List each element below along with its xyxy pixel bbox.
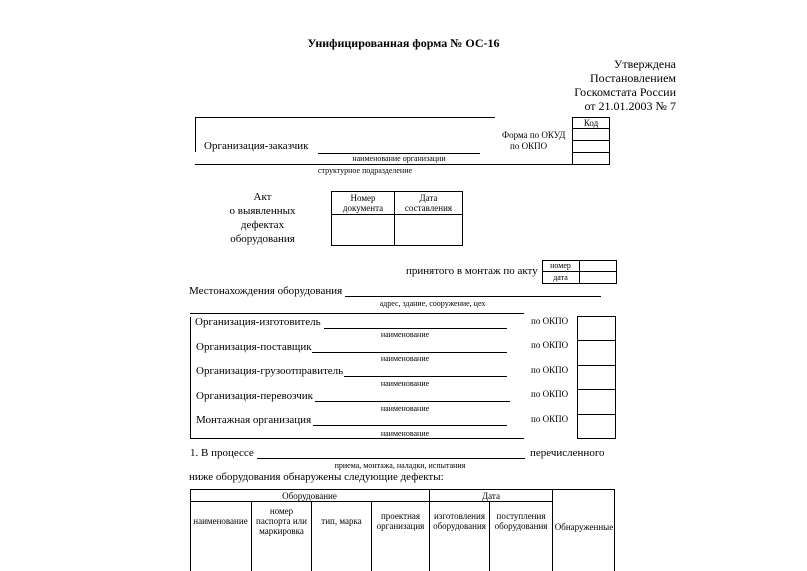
group-date-header: Дата (482, 490, 500, 501)
process-line2: ниже оборудования обнаружены следующие дефекты: (189, 471, 444, 483)
org-supplier-hint: наименование (380, 354, 430, 363)
group-equipment-header: Оборудование (282, 490, 337, 501)
org-installer-label: Монтажная организация (196, 414, 312, 426)
col-detected-header: Обнаруженные (554, 522, 614, 532)
col-passport-header: номер паспорта или маркировка (256, 506, 307, 536)
org-supplier-line[interactable] (312, 352, 507, 353)
org-shipper-okpo: по ОКПО (531, 365, 569, 375)
org-shipper-hint: наименование (380, 379, 430, 388)
act-title-4: оборудования (230, 233, 295, 245)
installation-number-value[interactable] (580, 261, 616, 271)
installation-date-label: дата (553, 273, 568, 282)
org-supplier-label: Организация-поставщик (196, 341, 312, 353)
location-label: Местонахождения оборудования (189, 285, 343, 297)
col-manufacture-date-header: изготовления оборудования (433, 511, 486, 531)
approval-line-2: Постановлением (589, 71, 676, 85)
act-title-3: дефектах (240, 219, 285, 231)
org-manufacturer-label: Организация-изготовитель (195, 316, 321, 328)
org-carrier-line[interactable] (315, 401, 510, 402)
org-installer-hint: наименование (380, 429, 430, 438)
approval-line-3: Госкомстата России (574, 85, 676, 99)
approval-line-1: Утверждена (613, 57, 676, 71)
org-carrier-label: Организация-перевозчик (196, 390, 313, 402)
org-carrier-okpo: по ОКПО (531, 389, 569, 399)
division-line[interactable] (195, 164, 610, 165)
division-hint: структурное подразделение (317, 166, 413, 175)
doc-number-value[interactable] (332, 215, 394, 245)
org-manufacturer-okpo: по ОКПО (531, 316, 569, 326)
approval-line-4: от 21.01.2003 № 7 (584, 99, 676, 113)
org-installer-okpo: по ОКПО (531, 414, 569, 424)
code-header: Код (583, 118, 599, 128)
installation-label: принятого в монтаж по акту (406, 265, 538, 277)
process-hint: приема, монтажа, наладки, испытания (334, 461, 466, 470)
process-suffix: перечисленного (530, 447, 605, 459)
org-shipper-label: Организация-грузоотправитель (196, 365, 344, 377)
installation-date-value[interactable] (580, 272, 616, 283)
process-prefix: 1. В процессе (190, 447, 254, 459)
form-title: Унифицированная форма № ОС-16 (307, 36, 500, 50)
col-name-header: наименование (193, 516, 248, 526)
okpo-code-boxes (577, 316, 616, 439)
act-title-2: о выявленных (229, 205, 296, 217)
doc-date-header: Дата составления (404, 193, 453, 213)
customer-label: Организация-заказчик (204, 140, 309, 152)
org-shipper-line[interactable] (344, 376, 507, 377)
okpo-label-top: по ОКПО (510, 141, 548, 151)
org-manufacturer-hint: наименование (380, 330, 430, 339)
col-design-org-header: проектная организация (376, 511, 425, 531)
location-line[interactable] (345, 296, 601, 297)
doc-date-value[interactable] (395, 215, 462, 245)
code-box (572, 117, 610, 165)
installation-number-label: номер (550, 261, 571, 270)
col-arrival-date-header: поступления оборудования (494, 511, 548, 531)
org-manufacturer-line[interactable] (324, 328, 507, 329)
process-line[interactable] (257, 458, 525, 459)
act-title-1: Акт (253, 191, 272, 203)
doc-number-header: Номер документа (342, 193, 384, 213)
org-supplier-okpo: по ОКПО (531, 340, 569, 350)
org-installer-line[interactable] (313, 425, 507, 426)
customer-name-hint: наименование организации (352, 154, 446, 163)
okud-label: Форма по ОКУД (502, 130, 566, 140)
org-carrier-hint: наименование (380, 404, 430, 413)
col-type-header: тип, марка (321, 516, 362, 526)
location-hint: адрес, здание, сооружение, цех (379, 299, 486, 308)
